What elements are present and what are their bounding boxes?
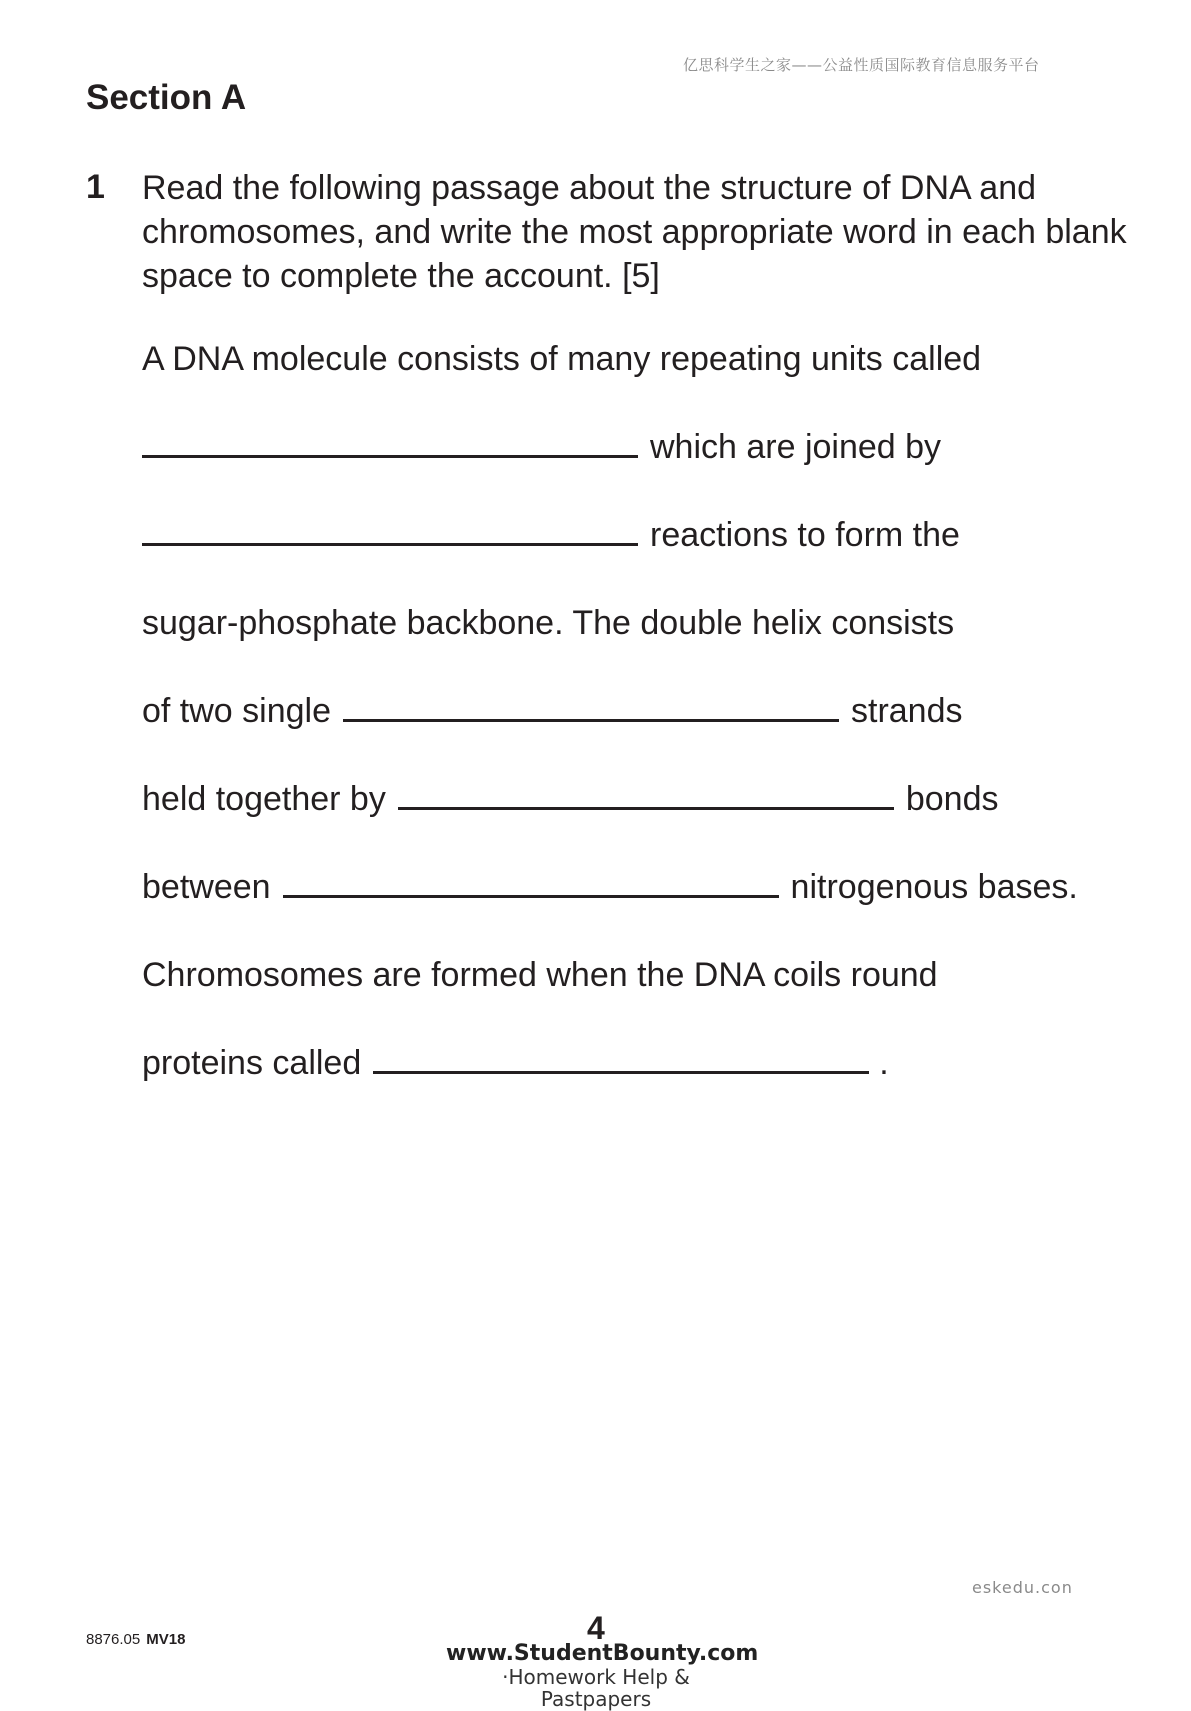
passage-text: which are joined by — [650, 428, 942, 466]
passage-text: A DNA molecule consists of many repeating units called — [142, 340, 982, 378]
passage-line-8 — [142, 956, 938, 1000]
passage-text: . — [879, 1044, 889, 1082]
section-title: Section A — [86, 78, 247, 117]
passage-text: sugar-phosphate backbone. The double helix consists — [142, 604, 955, 642]
passage-line-3 — [142, 516, 960, 560]
passage-line-2 — [142, 428, 941, 472]
answer-blank-6[interactable] — [373, 1071, 869, 1074]
passage-line-7 — [142, 868, 1078, 912]
paper-code — [86, 1631, 185, 1648]
header-watermark: 亿思科学生之家——公益性质国际教育信息服务平台 — [683, 56, 1040, 74]
brand-url[interactable]: www.StudentBounty.com — [446, 1641, 759, 1666]
paper-variant: MV18 — [146, 1631, 186, 1648]
paper-code-number: 8876.05 — [86, 1631, 141, 1648]
answer-blank-3[interactable] — [343, 719, 839, 722]
question-number: 1 — [86, 168, 105, 206]
answer-blank-1[interactable] — [142, 455, 638, 458]
passage-text: of two single — [142, 692, 331, 730]
passage-text: reactions to form the — [650, 516, 960, 554]
passage-text: nitrogenous bases. — [790, 868, 1078, 906]
question-prompt: Read the following passage about the structure of DNA and chromosomes, and write the most appropriate word in each blank space to complete the account. [5] — [142, 169, 1127, 295]
passage-text: between — [142, 868, 271, 906]
passage-line-5 — [142, 692, 963, 736]
brand-tagline: ·Homework Help & Pastpapers — [502, 1665, 690, 1711]
page-number: 4 — [587, 1610, 605, 1646]
passage-line-9 — [142, 1044, 889, 1088]
passage-line-6 — [142, 780, 998, 824]
answer-blank-5[interactable] — [283, 895, 779, 898]
passage-line-4 — [142, 604, 954, 648]
passage-text: Chromosomes are formed when the DNA coils round — [142, 956, 938, 994]
passage-text: strands — [851, 692, 963, 730]
footer-watermark: eskedu.con — [972, 1578, 1073, 1597]
passage-text: held together by — [142, 780, 386, 818]
brand-footer — [446, 1641, 759, 1711]
passage-text: bonds — [905, 780, 999, 818]
answer-blank-2[interactable] — [142, 543, 638, 546]
answer-blank-4[interactable] — [398, 807, 894, 810]
passage-text: proteins called — [142, 1044, 362, 1082]
passage-line-1 — [142, 340, 981, 384]
